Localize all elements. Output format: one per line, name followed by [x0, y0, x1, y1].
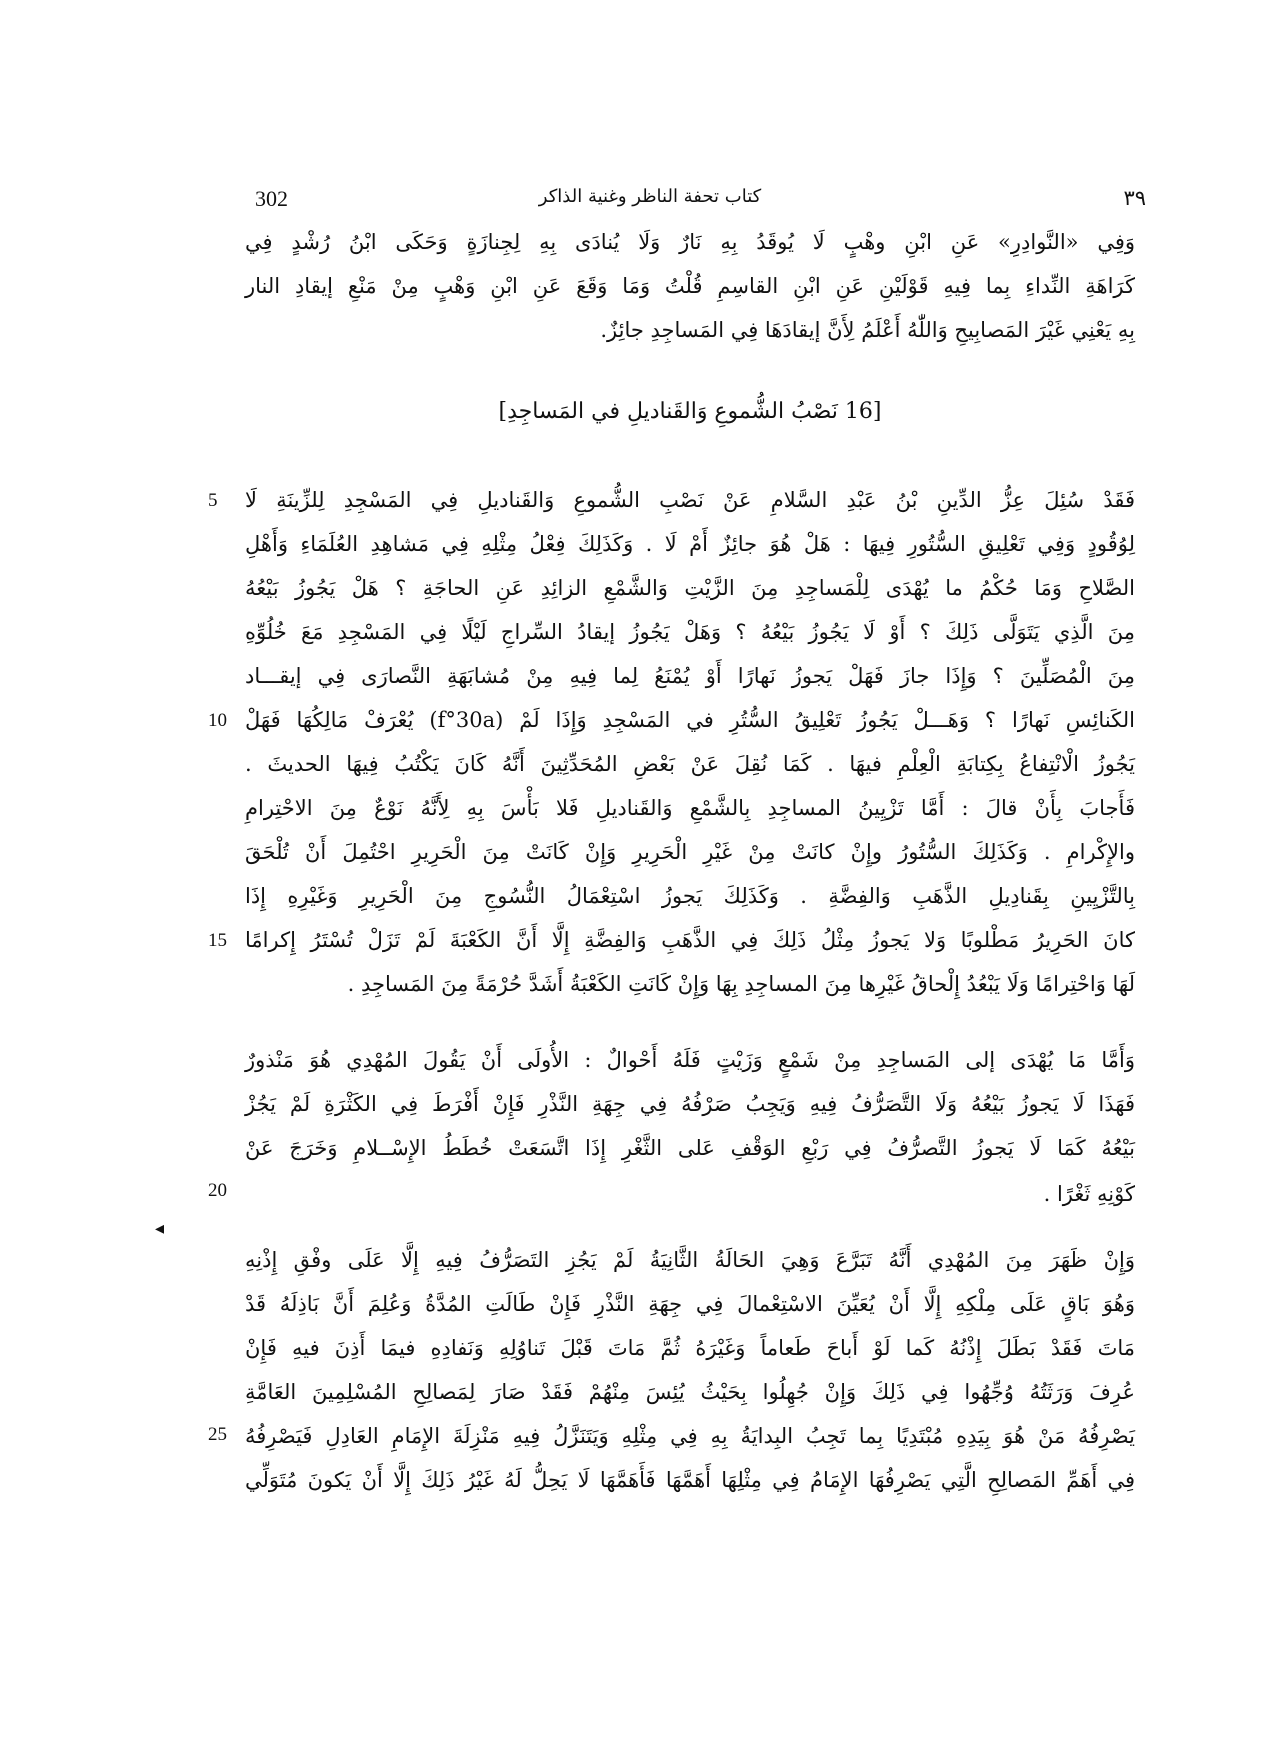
text-line: مِنَ الْمُصَلِّينَ ؟ وَإِذَا جازَ فَهَلْ يَجوزُ نَهارًا أَوْ يُمْنَعُ لِما فِيهِ مِنْ مُشابَهَةِ النَّصارَى فِي إيقـــاد: [245, 664, 1135, 688]
text-line: وَفِي «النَّوادِرِ» عَنِ ابْنِ وهْبٍ لَا يُوقَدُ بِهِ نَارٌ وَلَا يُنادَى بِهِ لِجِنازَةٍ وَحَكَى ابْنُ رُشْدٍ فِي: [245, 230, 1135, 254]
text-line: يَصْرِفُهُ مَنْ هُوَ بِيَدِهِ مُبْتَدِيًا بِما تَجِبُ البِدايَةُ بِهِ فِي مِثْلِهِ وَيَتَنَزَّلُ فِيهِ مَنْزِلَةَ الإِمَامِ العَادِلِ فَيَصْرِفُهُ: [245, 1424, 1135, 1448]
text-line: كانَ الحَرِيرُ مَطْلوبًا وَلا يَجوزُ مِثْلُ ذَلِكَ فِي الذَّهَبِ وَالفِضَّةِ إِلَّا أَنَّ الكَعْبَةَ لَمْ تَزَلْ تُسْتَرُ إِكرامًا: [245, 928, 1135, 952]
text-line: وَأَمَّا مَا يُهْدَى إلى المَساجِدِ مِنْ شَمْعٍ وَزَيْتٍ فَلَهُ أَحْوالٌ : الأُولَى أَنْ يَقُولَ المُهْدِي هُوَ مَنْذورٌ: [245, 1048, 1135, 1072]
line-number: 10: [208, 710, 227, 731]
running-title: كتاب تحفة الناظر وغنية الذاكر: [538, 186, 762, 207]
text-line: لِوُقُودٍ وَفِي تَعْلِيقِ السُّتُورِ فِيهَا : هَلْ هُوَ جائِزٌ أَمْ لَا . وَكَذَلِكَ فِعْلُ مِثْلِهِ فِي مَشاهِدِ العُلَمَاءِ وَأَهْلِ: [245, 532, 1135, 556]
text-line: الكَنائِسِ نَهارًا ؟ وَهَـــلْ يَجُوزُ تَعْلِيقُ السُّتُرِ في المَسْجِدِ وَإِذَا لَمْ (f°30a) يُعْرَفْ مَالِكُهَا فَهَلْ: [245, 708, 1135, 732]
line-number: 25: [208, 1424, 227, 1445]
text-line: فِي أَهَمِّ المَصالِحِ الَّتِي يَصْرِفُهَا الإِمَامُ فِي مِثْلِهَا أَهَمَّهَا فَأَهَمَّهَا لَا يَحِلُّ لَهُ غَيْرُ ذَلِكَ إِلَّا أَنْ يَكونَ مُتَوَلِّي: [245, 1468, 1135, 1492]
line-number: 5: [208, 490, 218, 511]
text-line: عُرِفَ وَرَثَتُهُ وُجِّهُوا فِي ذَلِكَ وَإِنْ جُهِلُوا بِحَيْثُ يُئِسَ مِنْهُمْ فَقَدْ صَارَ لِمَصالِحِ المُسْلِمِينَ العَامَّةِ: [245, 1380, 1135, 1404]
text-line: لَهَا وَاحْتِرامًا وَلَا يَبْعُدُ إِلْحاقُ غَيْرِها مِنَ المساجِدِ بِهَا وَإِنْ كَانَتِ الكَعْبَةُ أَشَدَّ حُرْمَةً مِنَ المَساجِدِ .: [347, 972, 1135, 996]
text-line: مِنَ الَّذِي يَتَوَلَّى ذَلِكَ ؟ أَوْ لَا يَجُوزُ بَيْعُهُ ؟ وَهَلْ يَجُوزُ إيقادُ السِّراجِ لَيْلًا فِي المَسْجِدِ مَعَ خُلُوِّهِ: [245, 620, 1135, 644]
text-line: مَاتَ فَقَدْ بَطَلَ إِذْنُهُ كَما لَوْ أَباحَ طَعاماً وَغَيْرَهُ ثُمَّ مَاتَ قَبْلَ تَناوُلِهِ وَنَفادِهِ فيمَا أَذِنَ فيهِ فَإِنْ: [245, 1336, 1135, 1360]
text-line: والإِكْرامِ . وَكَذَلِكَ السُّتُورُ وإِنْ كانَتْ مِنْ غَيْرِ الْحَرِيرِ وَإِنْ كَانَتْ مِنَ الْحَرِيرِ احْتُمِلَ أَنْ تُلْحَقَ: [245, 840, 1135, 864]
text-line: الصَّلاحِ وَمَا حُكْمُ ما يُهْدَى لِلْمَساجِدِ مِنَ الزَّيْتِ وَالشَّمْعِ الزائِدِ عَنِ الحاجَةِ ؟ هَلْ يَجُوزُ بَيْعُهُ: [245, 576, 1135, 600]
text-line: فَهَذَا لَا يَجوزُ بَيْعُهُ وَلَا التَّصَرُّفُ فِيهِ وَيَجِبُ صَرْفُهُ فِي جِهَةِ النَّذْرِ فَإِنْ أَفْرَطَ فِي الكَثْرَةِ لَمْ يَجُزْ: [245, 1092, 1135, 1116]
text-line: فَقَدْ سُئِلَ عِزُّ الدِّينِ بْنُ عَبْدِ السَّلامِ عَنْ نَصْبِ الشُّموعِ وَالقَناديلِ فِي المَسْجِدِ لِلزِّينَةِ لَا: [245, 488, 1135, 512]
line-number: 15: [208, 930, 227, 951]
line-number: 20: [208, 1180, 227, 1201]
text-line: وَهُوَ بَاقٍ عَلَى مِلْكِهِ إِلَّا أَنْ يُعَيِّنَ الاسْتِعْمالَ فِي جِهَةِ النَّذْرِ فَإِنْ طَالَتِ المُدَّةُ وَعُلِمَ أَنَّ بَاذِلَهُ قَدْ: [245, 1292, 1135, 1316]
text-line: بَيْعُهُ كَمَا لَا يَجوزُ التَّصرُّفُ فِي رَبْعِ الوَقْفِ عَلى الثَّغْرِ إِذَا اتَّسَعَتْ خُطَطُ الإِسْــلامِ وَخَرَجَ عَنْ: [245, 1136, 1135, 1160]
text-line: بِالتَّزْيِينِ بِقَنادِيلِ الذَّهَبِ وَالفِضَّةِ . وَكَذَلِكَ يَجوزُ اسْتِعْمَالُ النُّسُوجِ مِنَ الْحَرِيرِ وَغَيْرِهِ إِذَا: [245, 884, 1135, 908]
page-number-latin: 302: [255, 186, 288, 211]
text-line: يَجُوزُ الْانْتِفاعُ بِكِتابَةِ الْعِلْمِ فيهَا . كَمَا نُقِلَ عَنْ بَعْضِ المُحَدِّثِينَ أَنَّهُ كَانَ يَكْتُبُ فِيهَا الحديثَ .: [245, 752, 1135, 776]
margin-mark: ◂: [155, 1218, 165, 1239]
text-line: كَوْنِهِ ثَغْرًا .: [1043, 1182, 1135, 1206]
heading-text: [16 نَصْبُ الشُّموعِ وَالقَناديلِ في المَساجِدِ]: [498, 399, 882, 424]
text-line: كَرَاهَةِ النِّداءِ بِما فِيهِ قَوْلَيْنِ عَنِ ابْنِ القاسِمِ قُلْتُ وَمَا وَقَعَ عَنِ ابْنِ وَهْبٍ مِنْ مَنْعِ إيقادِ النار: [245, 274, 1135, 298]
page-number-arabic: ٣٩: [1123, 186, 1146, 210]
text-line: فَأَجابَ بِأَنْ قالَ : أَمَّا تَزْيِينُ المساجِدِ بِالشَّمْعِ وَالقَناديلِ فَلا بَأْسَ بِهِ لِأَنَّهُ نَوْعٌ مِنَ الاحْتِرامِ: [245, 796, 1135, 820]
text-line: وَإِنْ ظَهَرَ مِنَ المُهْدِي أَنَّهُ تَبَرَّعَ وَهِيَ الحَالَةُ الثَّانِيَةُ لَمْ يَجُزِ التَصَرُّفُ فِيهِ إِلَّا عَلَى وفْقِ إِذْنِهِ: [245, 1248, 1135, 1272]
text-line: بِهِ يَعْنِي غَيْرَ المَصابِيحِ وَاللّٰهُ أَعْلَمُ لِأَنَّ إيقادَهَا فِي المَساجِدِ جائِزٌ.: [600, 318, 1135, 342]
